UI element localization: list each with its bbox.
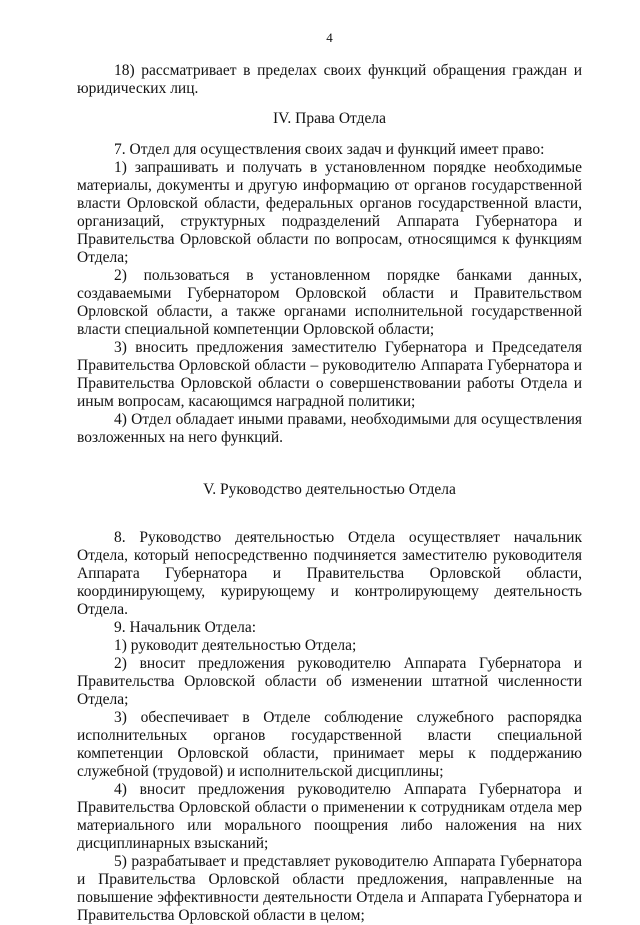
section-heading-rights: IV. Права Отдела (273, 110, 386, 127)
paragraph-7: 7. Отдел для осуществления своих задач и функций имеет право: (114, 141, 545, 158)
paragraph-item-18: 18) рассматривает в пределах своих функций обращения граждан и юридических лиц. (77, 62, 582, 97)
paragraph-9-4: 4) вносит предложения руководителю Аппарата Губернатора и Правительства Орловской области о применении к сотрудникам отдела мер материального или морального поощрения либо наложения на них дисциплинарных взысканий; (77, 781, 582, 852)
paragraph-9: 9. Начальник Отдела: (114, 619, 257, 636)
paragraph-7-2: 2) пользоваться в установленном порядке банками данных, создаваемыми Губернатором Орловской области и Правительством Орловской области, а также органами исполнительной государственной власти специальной компетенции Орловской области; (77, 267, 582, 338)
document-page (77, 30, 582, 925)
page-number: 4 (326, 30, 333, 45)
paragraph-9-5: 5) разрабатывает и представляет руководителю Аппарата Губернатора и Правительства Орловской области предложения, направленные на повышение эффективности деятельности Отдела и Аппарата Губернатора и Правительства Орловской области в целом; (77, 853, 582, 924)
paragraph-9-3: 3) обеспечивает в Отделе соблюдение служебного распорядка исполнительных органов государственной власти специальной компетенции Орловской области, принимает меры к поддержанию служебной (трудовой) и исполнительской дисциплины; (77, 709, 582, 780)
paragraph-8: 8. Руководство деятельностью Отдела осуществляет начальник Отдела, который непосредственно подчиняется заместителю руководителя Аппарата Губернатора и Правительства Орловской области, координирующему, курирующему и контролирующему деятельность Отдела. (77, 529, 582, 618)
paragraph-7-1: 1) запрашивать и получать в установленном порядке необходимые материалы, документы и другую информацию от органов государственной власти Орловской области, федеральных органов государственной власти, организаций, структурных подразделений Аппарата Губернатора и Правительства Орловской области по вопросам, относящимся к функциям Отдела; (77, 159, 582, 266)
paragraph-9-1: 1) руководит деятельностью Отдела; (114, 637, 357, 654)
paragraph-9-2: 2) вносит предложения руководителю Аппарата Губернатора и Правительства Орловской области об изменении штатной численности Отдела; (77, 655, 582, 708)
paragraph-7-4: 4) Отдел обладает иными правами, необходимыми для осуществления возложенных на него функций. (77, 411, 582, 446)
section-heading-management: V. Руководство деятельностью Отдела (203, 481, 456, 498)
paragraph-7-3: 3) вносить предложения заместителю Губернатора и Председателя Правительства Орловской области – руководителю Аппарата Губернатора и Правительства Орловской области о совершенствовании работы Отдела и иным вопросам, касающимся наградной политики; (77, 339, 582, 410)
